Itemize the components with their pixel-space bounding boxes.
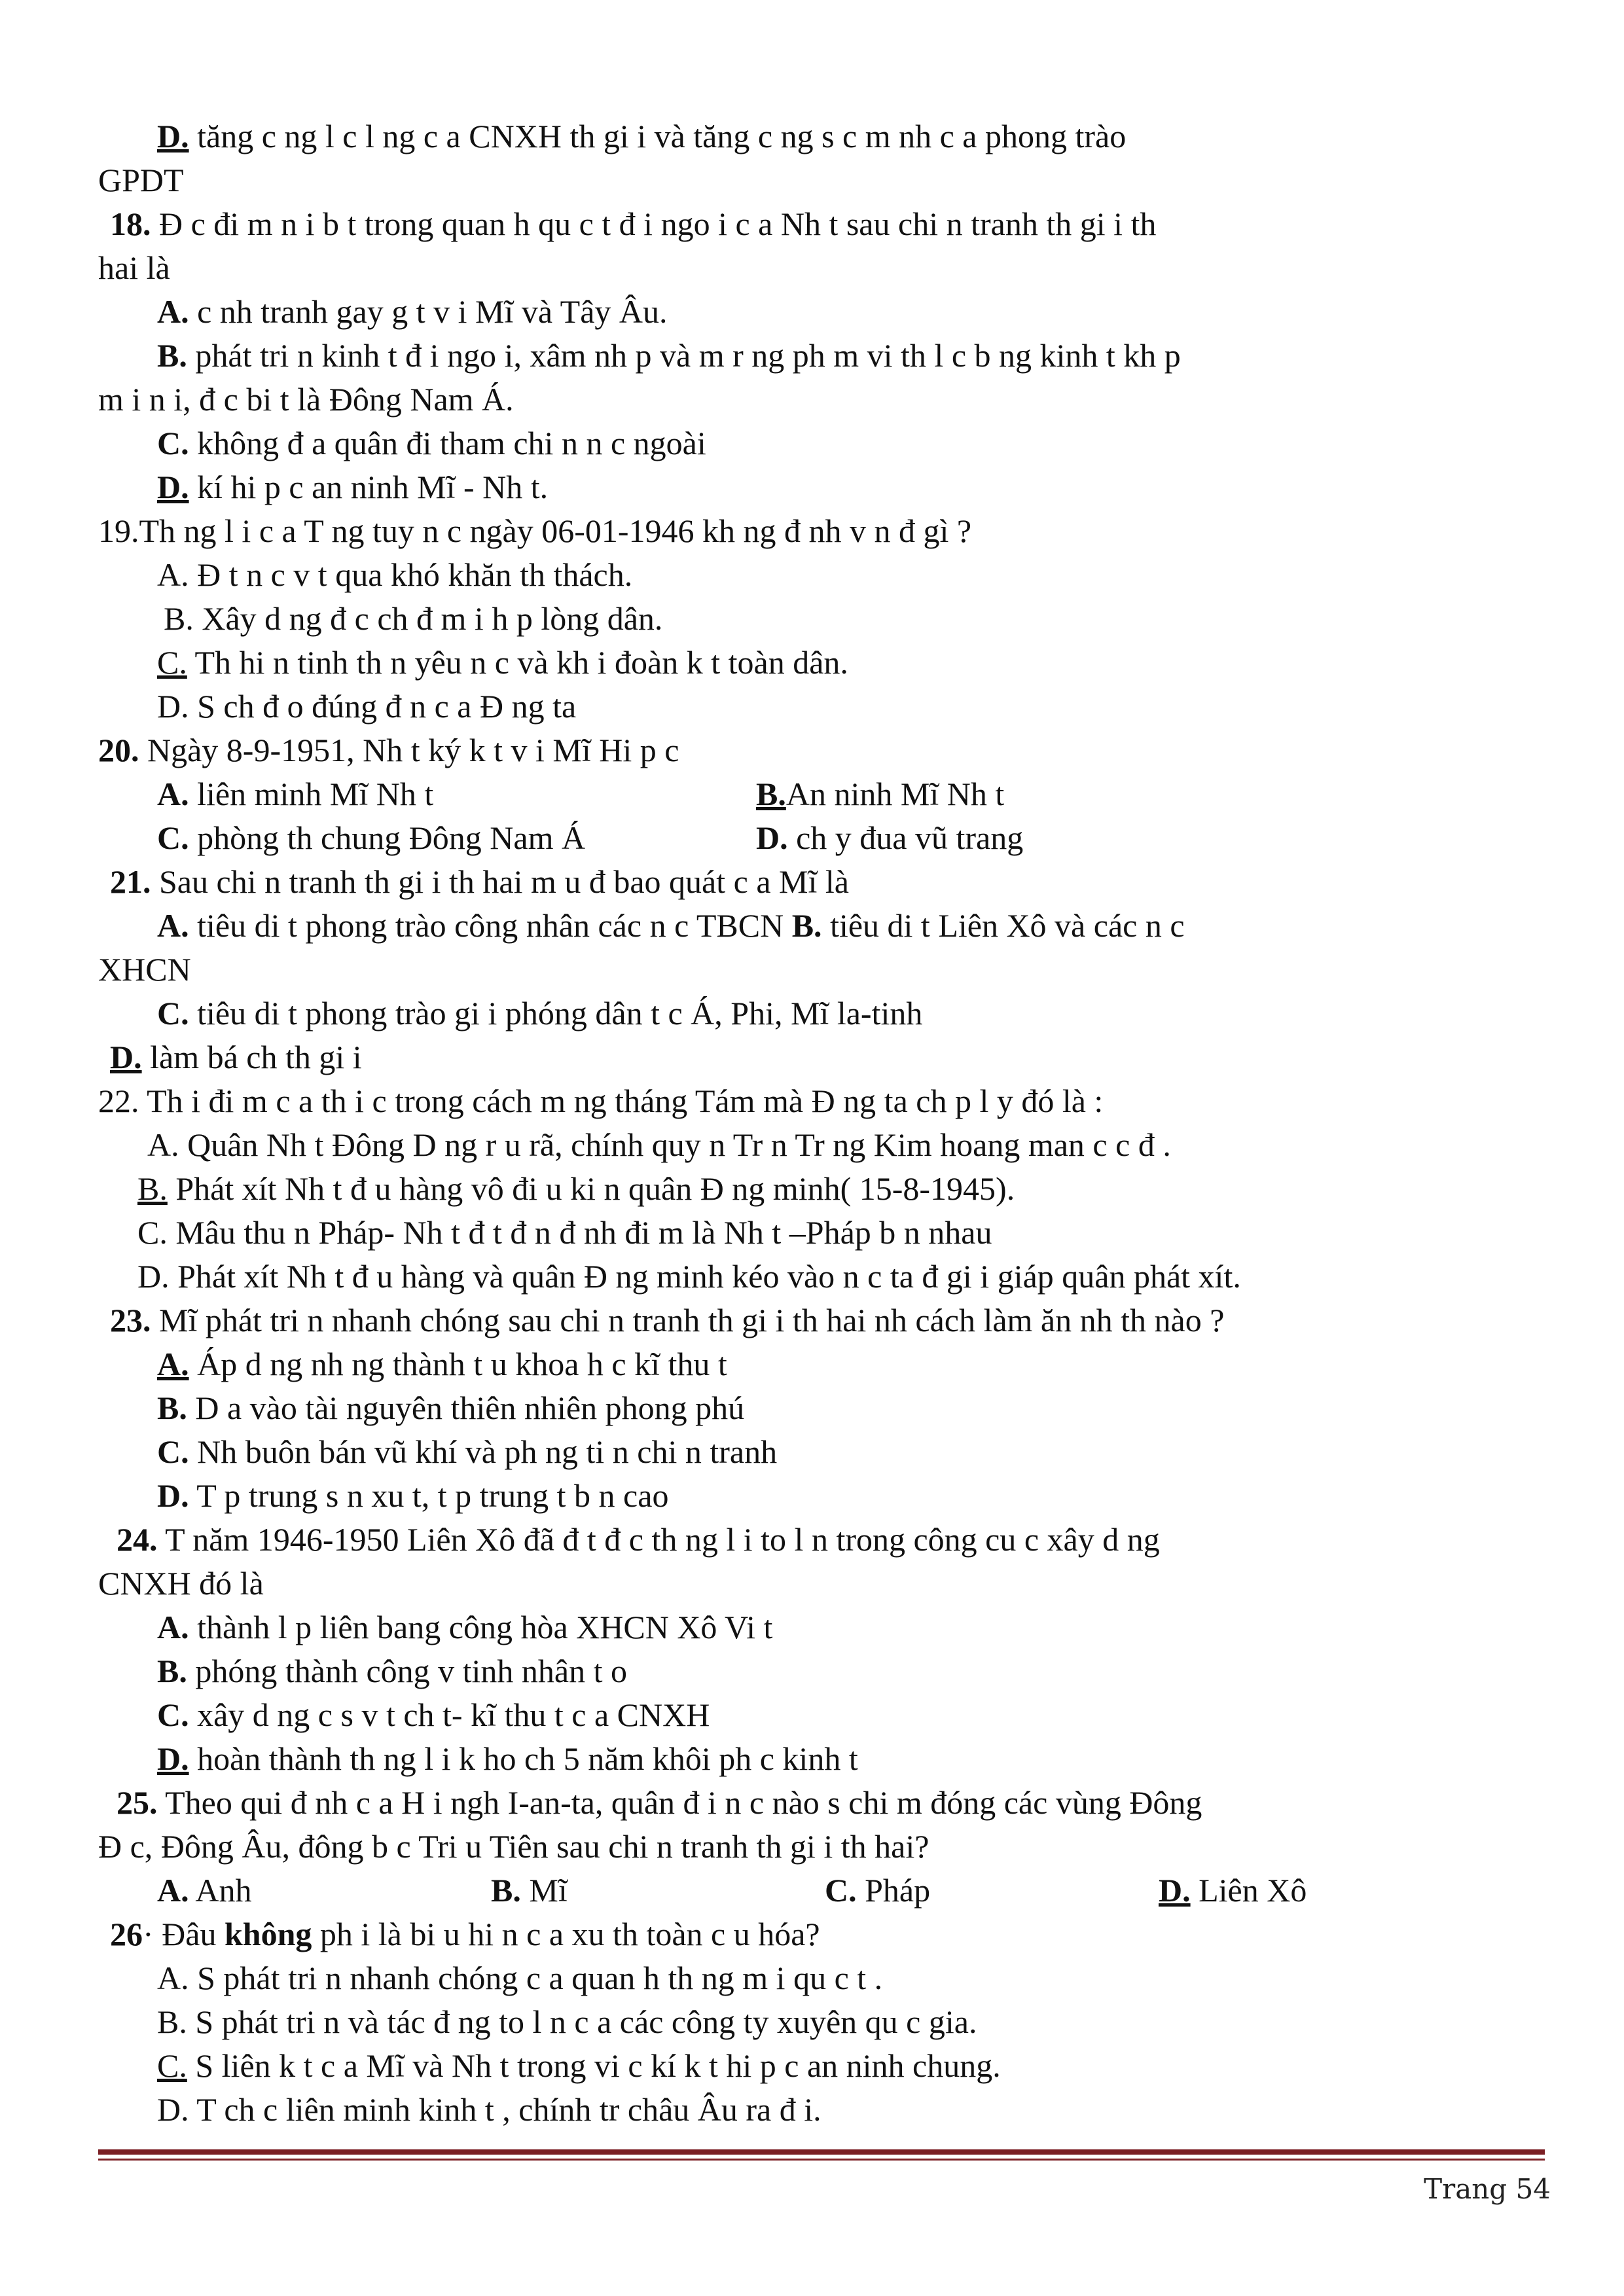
question-24-option-d: D. hoàn thành th ng l i k ho ch 5 năm khôi ph c kinh t: [157, 1740, 858, 1777]
question-24-stem: 24. T năm 1946-1950 Liên Xô đã đ t đ c th ng l i to l n trong công cu c xây d ng: [117, 1521, 1160, 1558]
question-21-stem: 21. Sau chi n tranh th gi i th hai m u đ bao quát c a Mĩ là: [110, 863, 849, 900]
question-25-option-a: A. Anh: [157, 1872, 252, 1909]
question-20-option-d: D. ch y đua vũ trang: [756, 819, 1024, 856]
question-24-option-b: B. phóng thành công v tinh nhân t o: [157, 1653, 628, 1689]
question-list: [98, 115, 1545, 2132]
question-22-option-b: B. Phát xít Nh t đ u hàng vô đi u ki n quân Đ ng minh( 15-8-1945).: [137, 1170, 1015, 1207]
footer-rule-thin: [98, 2159, 1545, 2161]
question-19-stem: 19.Th ng l i c a T ng tuy n c ngày 06-01-1946 kh ng đ nh v n đ gì ?: [98, 512, 972, 549]
question-24-option-a: A. thành l p liên bang công hòa XHCN Xô Vi t: [157, 1609, 773, 1645]
question-25-option-b: B. Mĩ: [491, 1872, 568, 1909]
page-number: Trang 54: [1424, 2173, 1551, 2205]
question-19-option-b: B. Xây d ng đ c ch đ m i h p lòng dân.: [164, 600, 663, 637]
question-20-option-b: B.An ninh Mĩ Nh t: [756, 776, 1005, 812]
question-24-option-c: C. xây d ng c s v t ch t- kĩ thu t c a CNXH: [157, 1696, 710, 1733]
question-20-option-a: A. liên minh Mĩ Nh t: [157, 776, 434, 812]
question-25-stem-line2: Đ c, Đông Âu, đông b c Tri u Tiên sau chi n tranh th gi i th hai?: [98, 1828, 929, 1865]
question-19-option-a: A. Đ t n c v t qua khó khăn th thách.: [157, 556, 633, 593]
question-18-stem-line2: hai là: [98, 249, 170, 286]
question-21-option-b-line2: XHCN: [98, 951, 191, 988]
question-22-option-c: C. Mâu thu n Pháp- Nh t đ t đ n đ nh đi m là Nh t –Pháp b n nhau: [137, 1214, 992, 1251]
question-25-options: [98, 1869, 1545, 1912]
question-26-option-d: D. T ch c liên minh kinh t , chính tr châu Âu ra đ i.: [157, 2091, 821, 2128]
question-21-options-ab: A. tiêu di t phong trào công nhân các n c TBCN B. tiêu di t Liên Xô và các n c: [157, 907, 1185, 944]
question-18-option-a: A. c nh tranh gay g t v i Mĩ và Tây Âu.: [157, 293, 668, 330]
question-26-stem: 26· Đâu không ph i là bi u hi n c a xu th toàn c u hóa?: [110, 1916, 820, 1952]
question-26-option-a: A. S phát tri n nhanh chóng c a quan h th ng m i qu c t .: [157, 1960, 883, 1996]
question-18-option-c: C. không đ a quân đi tham chi n n c ngoài: [157, 425, 706, 461]
question-18-stem: 18. Đ c đi m n i b t trong quan h qu c t đ i ngo i c a Nh t sau chi n tranh th gi i th: [110, 206, 1157, 242]
question-22-option-a: A. Quân Nh t Đông D ng r u rã, chính quy n Tr n Tr ng Kim hoang man c c đ .: [147, 1126, 1171, 1163]
question-20-option-c: C. phòng th chung Đông Nam Á: [157, 819, 586, 856]
question-23-option-a: A. Áp d ng nh ng thành t u khoa h c kĩ thu t: [157, 1346, 727, 1382]
question-19-option-d: D. S ch đ o đúng đ n c a Đ ng ta: [157, 688, 577, 725]
footer-rule-thick: [98, 2149, 1545, 2155]
question-23-stem: 23. Mĩ phát tri n nhanh chóng sau chi n tranh th gi i th hai nh cách làm ăn nh th nào ?: [110, 1302, 1225, 1338]
question-25-option-d: D. Liên Xô: [1159, 1872, 1307, 1909]
question-23-option-b: B. D a vào tài nguyên thiên nhiên phong phú: [157, 1390, 745, 1426]
answer-d-continued: D. tăng c ng l c l ng c a CNXH th gi i và tăng c ng s c m nh c a phong trào: [157, 118, 1127, 154]
question-22-option-d: D. Phát xít Nh t đ u hàng và quân Đ ng minh kéo vào n c ta đ gi i giáp quân phát xít.: [137, 1258, 1241, 1295]
question-18-option-b: B. phát tri n kinh t đ i ngo i, xâm nh p và m r ng ph m vi th l c b ng kinh t kh p: [157, 337, 1181, 374]
question-19-option-c: C. Th hi n tinh th n yêu n c và kh i đoàn k t toàn dân.: [157, 644, 848, 681]
answer-d-continued-line2: GPDT: [98, 162, 184, 198]
question-18-option-d: D. kí hi p c an ninh Mĩ - Nh t.: [157, 469, 549, 505]
question-18-option-b-line2: m i n i, đ c bi t là Đông Nam Á.: [98, 381, 514, 418]
question-20-options-cd: [98, 816, 1545, 860]
question-25-stem: 25. Theo qui đ nh c a H i ngh I-an-ta, quân đ i n c nào s chi m đóng các vùng Đông: [117, 1784, 1202, 1821]
question-25-option-c: C. Pháp: [825, 1872, 931, 1909]
question-20-options-ab: [98, 772, 1545, 816]
question-21-option-d: D. làm bá ch th gi i: [110, 1039, 362, 1075]
question-26-option-c: C. S liên k t c a Mĩ và Nh t trong vi c kí k t hi p c an ninh chung.: [157, 2047, 1001, 2084]
question-23-option-c: C. Nh buôn bán vũ khí và ph ng ti n chi n tranh: [157, 1433, 778, 1470]
question-20-stem: 20. Ngày 8-9-1951, Nh t ký k t v i Mĩ Hi p c: [98, 732, 679, 768]
question-26-option-b: B. S phát tri n và tác đ ng to l n c a các công ty xuyên qu c gia.: [157, 2003, 977, 2040]
question-21-option-c: C. tiêu di t phong trào gi i phóng dân t c Á, Phi, Mĩ la-tinh: [157, 995, 923, 1031]
question-23-option-d: D. T p trung s n xu t, t p trung t b n cao: [157, 1477, 669, 1514]
question-22-stem: 22. Th i đi m c a th i c trong cách m ng tháng Tám mà Đ ng ta ch p l y đó là :: [98, 1083, 1104, 1119]
question-24-stem-line2: CNXH đó là: [98, 1565, 264, 1602]
